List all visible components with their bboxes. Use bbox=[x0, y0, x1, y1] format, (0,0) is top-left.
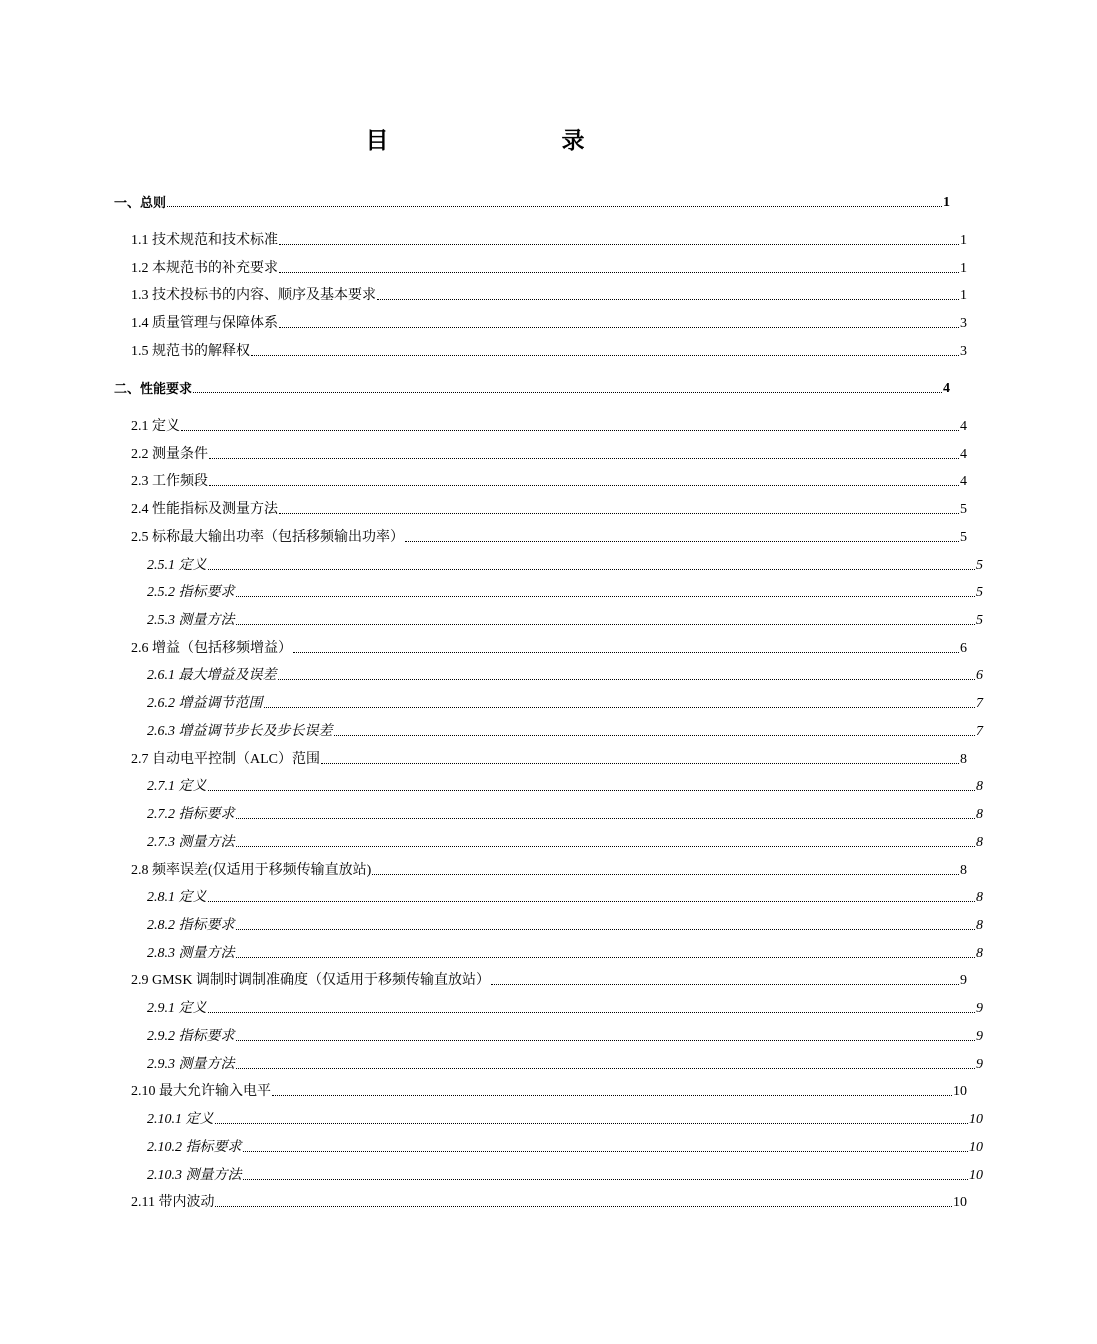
toc-page-number: 10 bbox=[953, 1084, 967, 1099]
toc-page-number: 8 bbox=[960, 863, 967, 878]
toc-entry[interactable] bbox=[0, 718, 1097, 740]
toc-entry[interactable] bbox=[0, 524, 1081, 546]
toc-entry[interactable] bbox=[0, 1106, 1097, 1128]
toc-entry[interactable] bbox=[0, 552, 1097, 574]
toc-page-number: 9 bbox=[976, 1057, 983, 1072]
toc-page-number: 8 bbox=[976, 946, 983, 961]
toc-entry[interactable] bbox=[0, 310, 1081, 332]
toc-entry[interactable] bbox=[0, 468, 1081, 490]
toc-entry[interactable] bbox=[0, 746, 1081, 768]
toc-entry-title: 二、性能要求 bbox=[114, 382, 193, 397]
toc-page-number: 8 bbox=[976, 835, 983, 850]
toc-page-number: 10 bbox=[953, 1195, 967, 1210]
toc-entry-title: 2.7.1 定义 bbox=[147, 779, 207, 794]
dot-leader bbox=[167, 205, 942, 207]
toc-entry[interactable] bbox=[0, 607, 1097, 629]
toc-page-number: 3 bbox=[960, 316, 967, 331]
page-title: 目 录 bbox=[365, 128, 660, 154]
dot-leader bbox=[236, 956, 976, 958]
dot-leader bbox=[215, 1205, 952, 1207]
toc-page-number: 7 bbox=[976, 724, 983, 739]
toc-page-number: 8 bbox=[960, 752, 967, 767]
toc-entry-title: 一、总则 bbox=[114, 196, 167, 211]
toc-entry-title: 2.6.2 增益调节范围 bbox=[147, 696, 263, 711]
toc-page-number: 1 bbox=[960, 288, 967, 303]
toc-page-number: 6 bbox=[976, 668, 983, 683]
dot-leader bbox=[209, 484, 959, 486]
toc-entry[interactable] bbox=[0, 940, 1097, 962]
dot-leader bbox=[208, 1011, 976, 1013]
dot-leader bbox=[181, 429, 959, 431]
dot-leader bbox=[208, 568, 976, 570]
dot-leader bbox=[236, 928, 976, 930]
toc-entry-title: 2.5.2 指标要求 bbox=[147, 585, 235, 600]
dot-leader bbox=[279, 271, 959, 273]
toc-entry[interactable] bbox=[0, 884, 1097, 906]
toc-entry-title: 1.4 质量管理与保障体系 bbox=[131, 316, 278, 331]
dot-leader bbox=[215, 1122, 969, 1124]
toc-entry[interactable] bbox=[0, 773, 1097, 795]
toc-page-number: 4 bbox=[943, 381, 950, 396]
toc-entry-title: 2.10.2 指标要求 bbox=[147, 1140, 242, 1155]
dot-leader bbox=[264, 706, 976, 708]
toc-entry[interactable] bbox=[0, 496, 1081, 518]
toc-page-number: 5 bbox=[960, 502, 967, 517]
toc-entry-title: 2.10 最大允许输入电平 bbox=[131, 1084, 271, 1099]
toc-entry-title: 2.4 性能指标及测量方法 bbox=[131, 502, 278, 517]
dot-leader bbox=[334, 734, 976, 736]
toc-entry-title: 2.2 测量条件 bbox=[131, 447, 208, 462]
toc-page-number: 8 bbox=[976, 807, 983, 822]
toc-entry[interactable] bbox=[0, 338, 1081, 360]
toc-entry[interactable] bbox=[0, 801, 1097, 823]
toc-entry[interactable] bbox=[0, 995, 1097, 1017]
toc-entry-title: 2.8.1 定义 bbox=[147, 890, 207, 905]
dot-leader bbox=[243, 1178, 969, 1180]
dot-leader bbox=[321, 762, 959, 764]
toc-entry[interactable] bbox=[0, 1134, 1097, 1156]
dot-leader bbox=[293, 651, 959, 653]
dot-leader bbox=[372, 873, 959, 875]
dot-leader bbox=[272, 1094, 952, 1096]
toc-entry-title: 1.5 规范书的解释权 bbox=[131, 344, 250, 359]
toc-page-number: 9 bbox=[976, 1029, 983, 1044]
toc-entry-title: 2.5.1 定义 bbox=[147, 558, 207, 573]
toc-entry[interactable] bbox=[0, 255, 1081, 277]
toc-page-number: 5 bbox=[976, 585, 983, 600]
toc-entry-title: 2.10.1 定义 bbox=[147, 1112, 214, 1127]
toc-entry[interactable] bbox=[0, 1189, 1081, 1211]
toc-page-number: 4 bbox=[960, 447, 967, 462]
dot-leader bbox=[236, 623, 976, 625]
dot-leader bbox=[377, 298, 959, 300]
dot-leader bbox=[236, 1039, 976, 1041]
toc-entry[interactable] bbox=[0, 189, 1064, 211]
toc-entry[interactable] bbox=[0, 413, 1081, 435]
toc-entry-title: 2.9.2 指标要求 bbox=[147, 1029, 235, 1044]
dot-leader bbox=[279, 243, 959, 245]
toc-entry-title: 2.7 自动电平控制（ALC）范围 bbox=[131, 752, 320, 767]
toc-page-number: 3 bbox=[960, 344, 967, 359]
dot-leader bbox=[208, 789, 976, 791]
toc-page-number: 4 bbox=[960, 474, 967, 489]
toc-entry[interactable] bbox=[0, 912, 1097, 934]
toc-entry-title: 2.3 工作频段 bbox=[131, 474, 208, 489]
toc-entry-title: 2.9.1 定义 bbox=[147, 1001, 207, 1016]
toc-page-number: 4 bbox=[960, 419, 967, 434]
toc-entry[interactable] bbox=[0, 967, 1081, 989]
dot-leader bbox=[405, 540, 959, 542]
toc-entry[interactable] bbox=[0, 282, 1081, 304]
toc-page-number: 10 bbox=[969, 1168, 983, 1183]
toc-entry-title: 2.6.3 增益调节步长及步长误差 bbox=[147, 724, 333, 739]
dot-leader bbox=[236, 817, 976, 819]
dot-leader bbox=[279, 326, 959, 328]
toc-entry-title: 2.1 定义 bbox=[131, 419, 180, 434]
toc-page-number: 5 bbox=[976, 558, 983, 573]
toc-page-number: 1 bbox=[960, 261, 967, 276]
toc-entry[interactable] bbox=[0, 1023, 1097, 1045]
toc-entry[interactable] bbox=[0, 579, 1097, 601]
toc-entry-title: 1.2 本规范书的补充要求 bbox=[131, 261, 278, 276]
dot-leader bbox=[208, 900, 976, 902]
toc-entry[interactable] bbox=[0, 857, 1081, 879]
toc-entry-title: 2.5 标称最大输出功率（包括移频输出功率） bbox=[131, 530, 404, 545]
toc-page-number: 5 bbox=[976, 613, 983, 628]
toc-entry[interactable] bbox=[0, 441, 1081, 463]
dot-leader bbox=[236, 845, 976, 847]
toc-entry[interactable] bbox=[0, 1051, 1097, 1073]
toc-entry-title: 2.7.3 测量方法 bbox=[147, 835, 235, 850]
toc-page-number: 8 bbox=[976, 779, 983, 794]
toc-page-number: 1 bbox=[943, 195, 950, 210]
toc-entry-title: 2.9 GMSK 调制时调制准确度（仅适用于移频传输直放站） bbox=[131, 973, 490, 988]
toc-entry-title: 2.8.2 指标要求 bbox=[147, 918, 235, 933]
toc-page-number: 5 bbox=[960, 530, 967, 545]
toc-page-number: 10 bbox=[969, 1140, 983, 1155]
toc-entry[interactable] bbox=[0, 227, 1081, 249]
toc-entry[interactable] bbox=[0, 690, 1097, 712]
toc-entry-title: 2.8 频率误差(仅适用于移频传输直放站) bbox=[131, 863, 372, 878]
toc-entry-title: 2.7.2 指标要求 bbox=[147, 807, 235, 822]
toc-entry[interactable] bbox=[0, 829, 1097, 851]
toc-page-number: 10 bbox=[969, 1112, 983, 1127]
dot-leader bbox=[278, 678, 976, 680]
dot-leader bbox=[251, 354, 959, 356]
toc-page-number: 8 bbox=[976, 890, 983, 905]
toc-entry-title: 2.5.3 测量方法 bbox=[147, 613, 235, 628]
toc-entry[interactable] bbox=[0, 1162, 1097, 1184]
toc-page-number: 6 bbox=[960, 641, 967, 656]
toc-entry-title: 2.6 增益（包括移频增益） bbox=[131, 641, 292, 656]
dot-leader bbox=[209, 457, 959, 459]
toc-page-number: 8 bbox=[976, 918, 983, 933]
dot-leader bbox=[491, 983, 959, 985]
dot-leader bbox=[236, 595, 976, 597]
toc-entry-title: 2.11 带内波动 bbox=[131, 1195, 215, 1210]
toc-entry[interactable] bbox=[0, 375, 1064, 397]
toc-page-number: 9 bbox=[960, 973, 967, 988]
dot-leader bbox=[236, 1067, 976, 1069]
toc-entry[interactable] bbox=[0, 1078, 1081, 1100]
dot-leader bbox=[193, 391, 942, 393]
dot-leader bbox=[279, 512, 959, 514]
toc-entry[interactable] bbox=[0, 635, 1081, 657]
toc-entry-title: 1.1 技术规范和技术标准 bbox=[131, 233, 278, 248]
toc-page-number: 7 bbox=[976, 696, 983, 711]
toc-entry-title: 1.3 技术投标书的内容、顺序及基本要求 bbox=[131, 288, 376, 303]
toc-entry[interactable] bbox=[0, 662, 1097, 684]
toc-entry-title: 2.8.3 测量方法 bbox=[147, 946, 235, 961]
dot-leader bbox=[243, 1150, 969, 1152]
toc-page-number: 9 bbox=[976, 1001, 983, 1016]
toc-page-number: 1 bbox=[960, 233, 967, 248]
toc-entry-title: 2.9.3 测量方法 bbox=[147, 1057, 235, 1072]
toc-entry-title: 2.6.1 最大增益及误差 bbox=[147, 668, 277, 683]
toc-entry-title: 2.10.3 测量方法 bbox=[147, 1168, 242, 1183]
